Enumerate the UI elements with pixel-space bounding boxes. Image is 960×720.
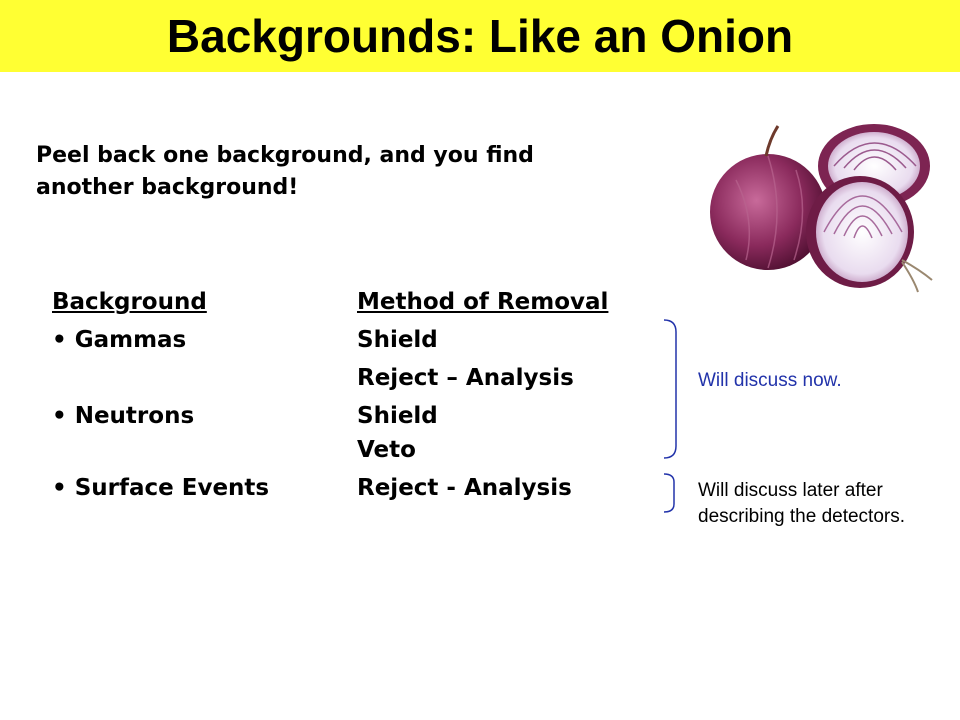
row-method-reject-analysis: Reject - Analysis (357, 475, 572, 501)
row-background-surface-events: • Surface Events (52, 475, 270, 501)
note-discuss-later: Will discuss later after describing the detectors. (698, 480, 906, 527)
row-method-shield: Shield (357, 327, 438, 353)
header-background: Background (52, 289, 207, 315)
header-method: Method of Removal (357, 289, 609, 315)
row-method-veto: Veto (357, 437, 416, 463)
brace-later (660, 472, 684, 514)
slide-subtitle: Peel back one background, and you find another background! (36, 143, 534, 200)
onion-icon (706, 120, 938, 295)
row-background-neutrons: • Neutrons (52, 403, 195, 429)
note-discuss-now: Will discuss now. (698, 370, 842, 391)
row-method-shield: Shield (357, 403, 438, 429)
row-background-gammas: • Gammas (52, 327, 187, 353)
brace-now (660, 318, 684, 460)
slide-title: Backgrounds: Like an Onion (166, 10, 794, 62)
row-method-reject-analysis: Reject – Analysis (357, 365, 574, 391)
